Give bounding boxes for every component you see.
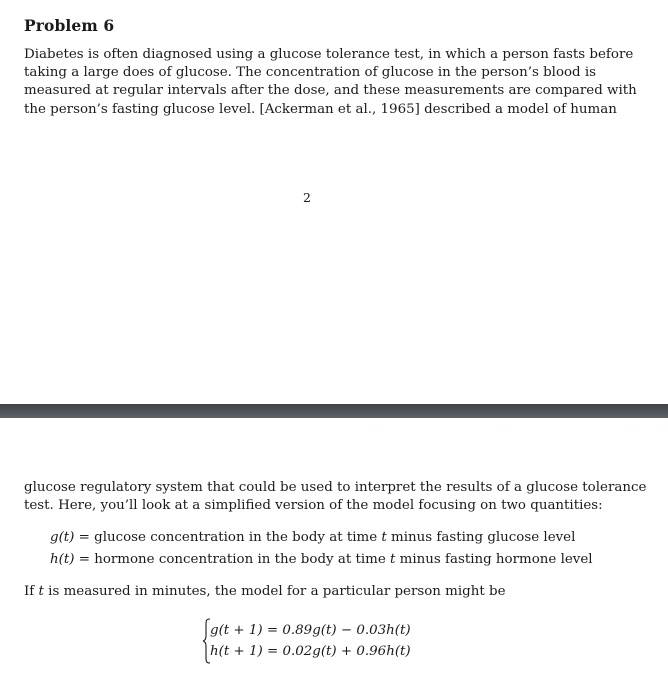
definition-rest: minus fasting hormone level (395, 552, 593, 567)
model-intro-sentence (24, 584, 506, 599)
intro-line: measured at regular intervals after the dose, and these measurements are compared with (24, 83, 637, 99)
equation-glucose: g(t + 1) = 0.89g(t) − 0.03h(t) (210, 623, 411, 638)
definition-symbol: h(t) (50, 552, 75, 567)
definition-var: t (390, 552, 396, 567)
definition-glucose (50, 530, 575, 545)
equation-hormone: h(t + 1) = 0.02g(t) + 0.96h(t) (210, 644, 411, 659)
intro-line: the person’s fasting glucose level. [Ackerman et al., 1965] described a model of human (24, 101, 617, 117)
definition-text: = glucose concentration in the body at time (74, 530, 382, 545)
intro-paragraph (24, 46, 637, 119)
sentence-var: t (38, 584, 44, 599)
problem-heading: Problem 6 (24, 16, 115, 35)
sentence-pre: If (24, 584, 39, 599)
definition-symbol: g(t) (50, 530, 75, 545)
intro-line: taking a large does of glucose. The concentration of glucose in the person’s blood is (24, 65, 597, 81)
definition-var: t (381, 530, 387, 545)
continuation-paragraph (24, 479, 647, 515)
intro-line: Diabetes is often diagnosed using a glucose tolerance test, in which a person fasts before (24, 47, 634, 62)
page-break-bar (0, 404, 668, 418)
continuation-line: test. Here, you’ll look at a simplified version of the model focusing on two quantities: (24, 498, 603, 514)
continuation-line: glucose regulatory system that could be used to interpret the results of a glucose tolerance (24, 480, 647, 495)
page-number: 2 (303, 190, 311, 205)
definition-text: = hormone concentration in the body at time (74, 552, 390, 567)
sentence-post: is measured in minutes, the model for a particular person might be (43, 584, 506, 599)
definition-rest: minus fasting glucose level (386, 530, 576, 545)
definition-hormone (50, 552, 593, 567)
